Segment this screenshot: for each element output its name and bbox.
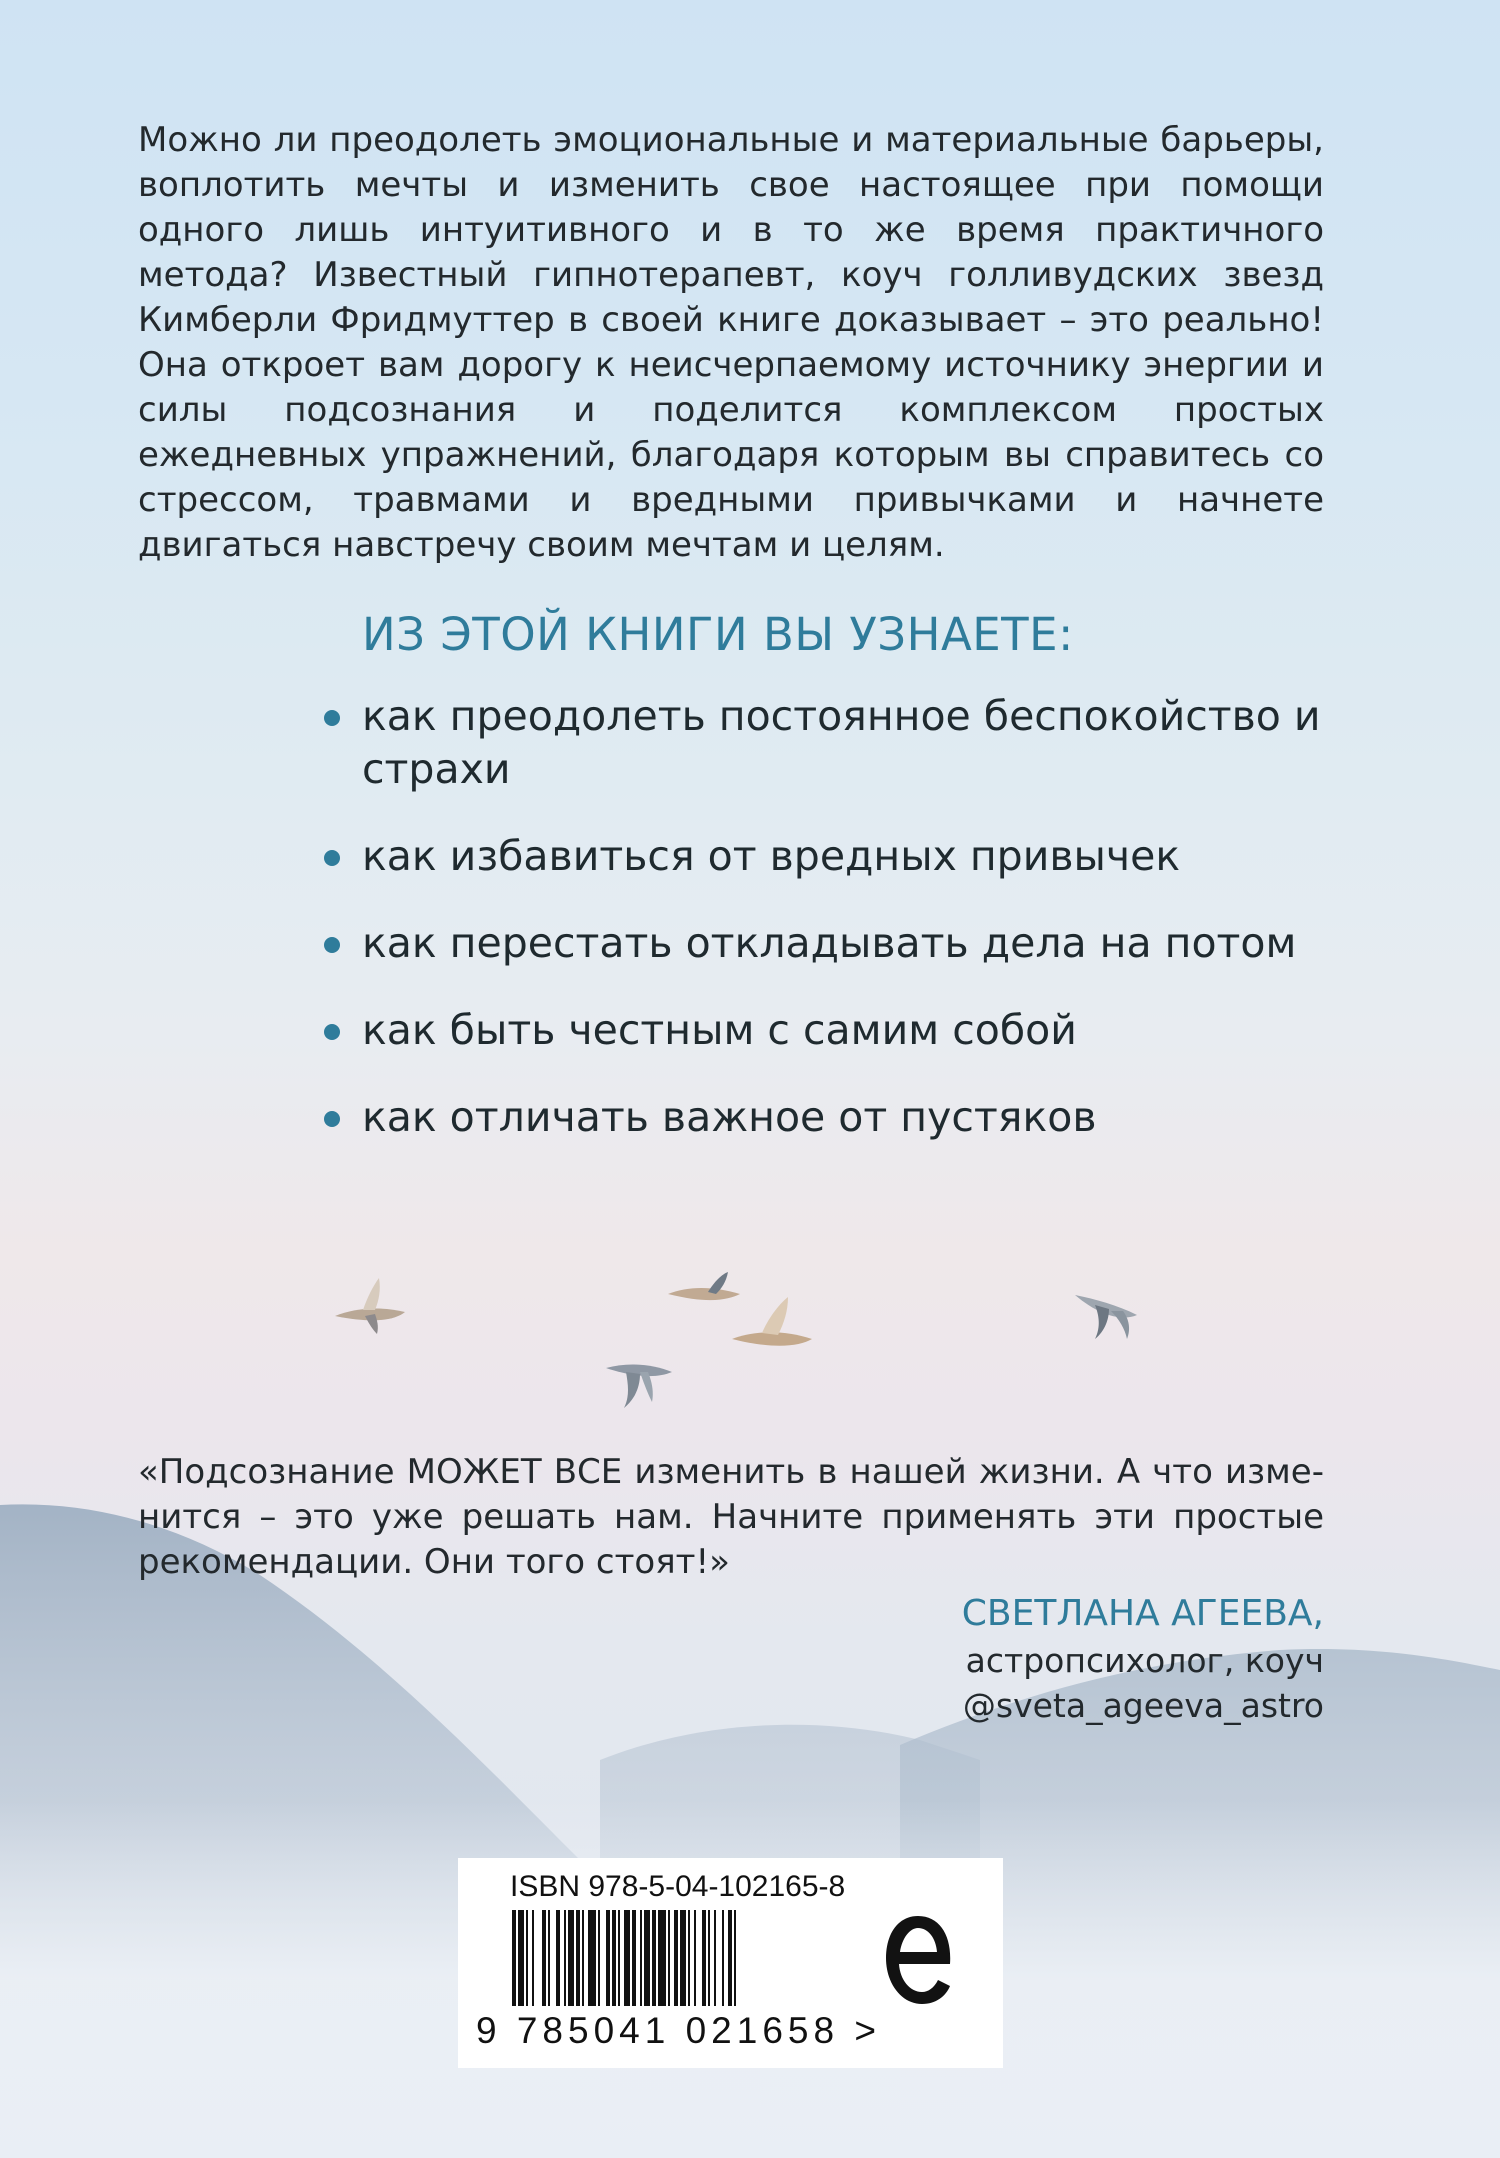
barcode-bar [576, 1910, 580, 2006]
learn-item [322, 917, 1382, 970]
barcode-bar [512, 1910, 516, 2006]
barcode-bar [532, 1910, 534, 2006]
barcode-bar [728, 1910, 732, 2006]
publisher-e-logo-icon [880, 1908, 956, 2018]
endorsement-quote: «Подсознание МОЖЕТ ВСЕ изменить в нашей жизни. А что изменится – это уже решать нам. Начните применять эти простые рекомендации. Они того стоят!» [138, 1452, 1324, 1582]
bullet-dot-icon [324, 1111, 340, 1127]
barcode-bar [722, 1910, 724, 2006]
barcode-bar [688, 1910, 690, 2006]
barcode-bar [542, 1910, 546, 2006]
learn-item [322, 1004, 1382, 1057]
barcode-panel [458, 1858, 1003, 2068]
barcode-bar [556, 1910, 560, 2006]
learn-item [322, 830, 1382, 883]
barcode-digits: 9 785041 021658 > [476, 2010, 881, 2051]
learn-item [322, 690, 1382, 796]
bullet-dot-icon [324, 1024, 340, 1040]
barcode-bar [734, 1910, 736, 2006]
isbn-label: ISBN 978-5-04-102165-8 [510, 1870, 846, 1903]
barcode-bar [564, 1910, 566, 2006]
barcode-bar [526, 1910, 528, 2006]
barcode-bar [568, 1910, 574, 2006]
learn-list [322, 690, 1382, 1178]
barcode-bar [582, 1910, 584, 2006]
learn-item-text: как отличать важное от пустяков [362, 1093, 1097, 1141]
barcode-bar [606, 1910, 610, 2006]
barcode-bar [652, 1910, 656, 2006]
learn-item-text: как преодолеть постоянное беспокойство и страхи [362, 692, 1321, 793]
barcode-bar [714, 1910, 716, 2006]
quote-author: СВЕТЛАНА АГЕЕВА, [961, 1593, 1324, 1634]
barcode-bar [612, 1910, 616, 2006]
bullet-dot-icon [324, 710, 340, 726]
barcode-bar [658, 1910, 666, 2006]
barcode-bar [618, 1910, 620, 2006]
barcode-bars [510, 1910, 830, 2006]
barcode-bar [644, 1910, 650, 2006]
barcode-bar [702, 1910, 706, 2006]
learn-item-text: как избавиться от вредных привычек [362, 832, 1181, 880]
barcode-bar [668, 1910, 670, 2006]
quote-author-handle: @sveta_ageeva_astro [962, 1686, 1324, 1725]
barcode-bar [518, 1910, 524, 2006]
barcode-bar [674, 1910, 678, 2006]
barcode-bar [694, 1910, 696, 2006]
barcode-bar [588, 1910, 596, 2006]
barcode-bar [598, 1910, 600, 2006]
barcode-bar [680, 1910, 686, 2006]
bullet-dot-icon [324, 937, 340, 953]
barcode-bar [708, 1910, 710, 2006]
book-description: Можно ли преодолеть эмоциональные и материальные барьеры, воплотить мечты и изменить свое настоящее при помощи одного лишь интуитивного и в то же время практичного метода? Известный гипнотерапевт, коуч голливудских звезд Кимберли Фридмуттер в своей книге доказывает – это реально! Она откроет вам дорогу к неисчерпаемому источнику энергии и силы подсознания и поделится комплексом простых ежедневных упражнений, благодаря которым вы справитесь со стрессом, травмами и вредными привычками и начнете двигаться навстречу своим мечтам и целям. [138, 120, 1324, 565]
barcode-bar [548, 1910, 550, 2006]
barcode-bar [640, 1910, 642, 2006]
learn-item-text: как перестать откладывать дела на потом [362, 919, 1297, 967]
barcode-bar [624, 1910, 630, 2006]
bullet-dot-icon [324, 850, 340, 866]
learn-heading: ИЗ ЭТОЙ КНИГИ ВЫ УЗНАЕТЕ: [362, 608, 1074, 661]
quote-author-role: астропсихолог, коуч [965, 1641, 1324, 1680]
quote-attribution [962, 1590, 1324, 1728]
learn-item-text: как быть честным с самим собой [362, 1006, 1077, 1054]
learn-item [322, 1091, 1382, 1144]
barcode-bar [632, 1910, 636, 2006]
